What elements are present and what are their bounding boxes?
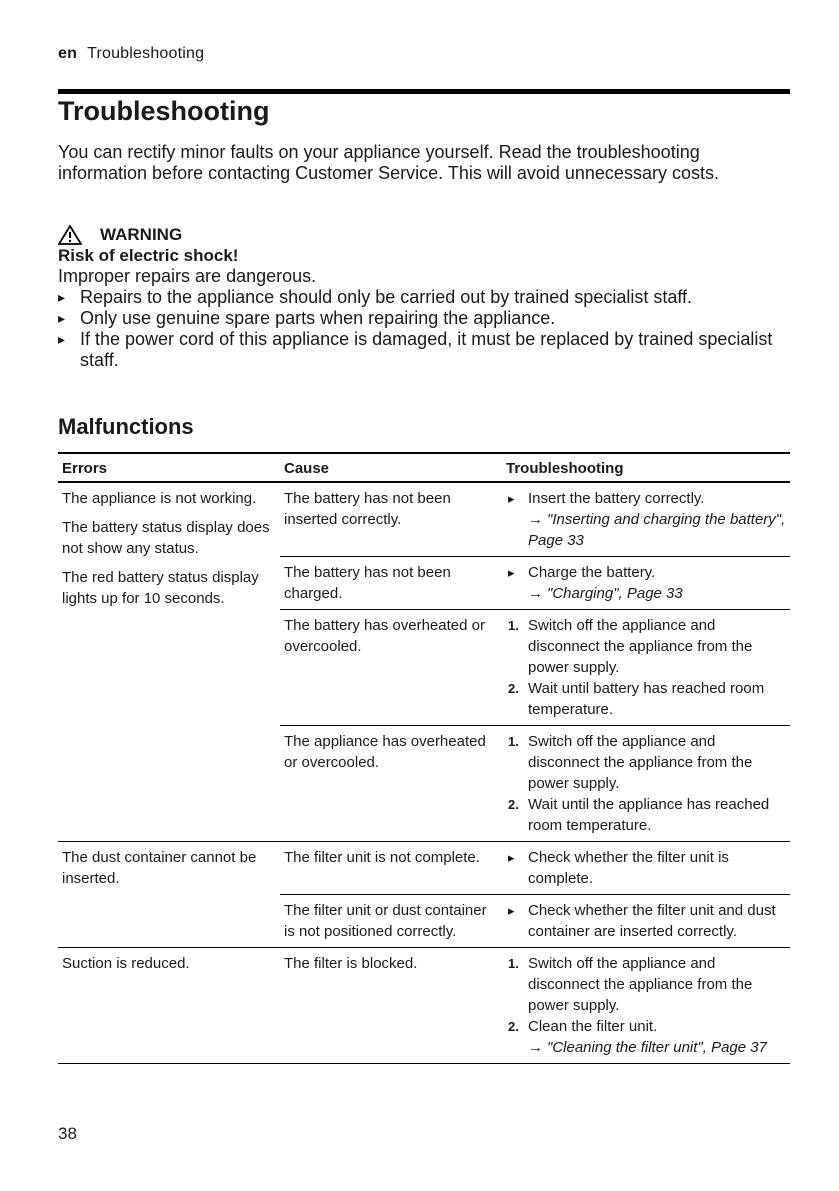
error-cell (58, 948, 280, 1064)
troubleshooting-cell (502, 482, 790, 557)
arrow-icon: → (528, 1039, 543, 1056)
header-section: Troubleshooting (87, 45, 205, 62)
malfunctions-table (58, 452, 790, 1064)
troubleshooting-steps (506, 615, 786, 720)
arrow-icon: → (528, 511, 543, 528)
error-text: The appliance is not working. (62, 490, 257, 507)
warning-triangle-icon (58, 225, 82, 245)
table-row (58, 842, 790, 895)
page-reference: → "Cleaning the filter unit", Page 37 (528, 1039, 767, 1056)
running-header (58, 45, 204, 63)
warning-item: ▸ Repairs to the appliance should only be carried out by trained specialist staff. (58, 287, 790, 308)
column-header-troubleshooting: Troubleshooting (502, 453, 790, 482)
warning-list (58, 287, 790, 371)
cause-cell: The battery has overheated or overcooled. (280, 610, 502, 726)
troubleshooting-cell (502, 895, 790, 948)
warning-block (58, 224, 790, 371)
cause-cell: The battery has not been charged. (280, 557, 502, 610)
troubleshooting-steps (506, 562, 786, 604)
step-number: 1. (508, 956, 519, 971)
warning-label: WARNING (100, 225, 183, 244)
step-number: 2. (508, 1019, 519, 1034)
troubleshooting-cell (502, 948, 790, 1064)
step-number: 1. (508, 734, 519, 749)
troubleshooting-step: 2. Wait until the appliance has reached room temperature. (508, 796, 770, 834)
troubleshooting-steps (506, 847, 786, 889)
page-reference: → "Charging", Page 33 (528, 585, 683, 602)
title-rule (58, 89, 790, 94)
cause-cell: The appliance has overheated or overcooled. (280, 726, 502, 842)
troubleshooting-steps (506, 488, 786, 551)
troubleshooting-steps (506, 900, 786, 942)
troubleshooting-step: ▸ Check whether the filter unit is complete. (506, 847, 786, 889)
troubleshooting-step: 2. Wait until battery has reached room temperature. (508, 680, 765, 718)
troubleshooting-cell (502, 557, 790, 610)
troubleshooting-step: 2. Clean the filter unit. → "Cleaning the filter unit", Page 37 (506, 1016, 786, 1058)
warning-text: Improper repairs are dangerous. (58, 266, 317, 286)
troubleshooting-step: ▸ Charge the battery. → "Charging", Page 33 (506, 562, 786, 604)
troubleshooting-step: 1. Switch off the appliance and disconnect the appliance from the power supply. (508, 733, 753, 792)
cause-cell: The battery has not been inserted correctly. (280, 482, 502, 557)
page-title: Troubleshooting (58, 96, 270, 126)
error-text: The red battery status display lights up for 10 seconds. (62, 569, 259, 607)
page-number: 38 (58, 1124, 77, 1143)
error-cell (58, 842, 280, 948)
header-language: en (58, 45, 78, 62)
step-number: 2. (508, 797, 519, 812)
error-text: The dust container cannot be inserted. (62, 849, 257, 887)
malfunctions-heading: Malfunctions (58, 414, 194, 439)
troubleshooting-cell (502, 842, 790, 895)
warning-heading (58, 224, 790, 245)
error-cell (58, 482, 280, 842)
troubleshooting-cell (502, 726, 790, 842)
error-text: Suction is reduced. (62, 955, 190, 972)
warning-subtitle: Risk of electric shock! (58, 246, 239, 265)
troubleshooting-steps (506, 731, 786, 836)
table-header-row (58, 453, 790, 482)
column-header-errors: Errors (58, 453, 280, 482)
troubleshooting-cell (502, 610, 790, 726)
table-row (58, 482, 790, 557)
troubleshooting-step: ▸ Check whether the filter unit and dust container are inserted correctly. (506, 900, 786, 942)
troubleshooting-step: 1. Switch off the appliance and disconnect the appliance from the power supply. (508, 617, 753, 676)
step-number: 1. (508, 618, 519, 633)
arrow-icon: → (528, 585, 543, 602)
table-row (58, 948, 790, 1064)
page-reference: → "Inserting and charging the battery", Page 33 (528, 511, 786, 549)
column-header-cause: Cause (280, 453, 502, 482)
step-number: 2. (508, 681, 519, 696)
cause-cell: The filter unit or dust container is not positioned correctly. (280, 895, 502, 948)
troubleshooting-steps (506, 953, 786, 1058)
warning-item: ▸ If the power cord of this appliance is damaged, it must be replaced by trained specialist staff. (58, 329, 790, 371)
intro-paragraph: You can rectify minor faults on your appliance yourself. Read the troubleshooting information before contacting Customer Service. This will avoid unnecessary costs. (58, 142, 719, 183)
warning-item: ▸ Only use genuine spare parts when repairing the appliance. (58, 308, 790, 329)
table-body (58, 482, 790, 1064)
cause-cell: The filter unit is not complete. (280, 842, 502, 895)
troubleshooting-step: 1. Switch off the appliance and disconnect the appliance from the power supply. (508, 955, 753, 1014)
cause-cell: The filter is blocked. (280, 948, 502, 1064)
error-text: The battery status display does not show any status. (62, 519, 270, 557)
troubleshooting-step: ▸ Insert the battery correctly. → "Inserting and charging the battery", Page 33 (506, 488, 786, 551)
